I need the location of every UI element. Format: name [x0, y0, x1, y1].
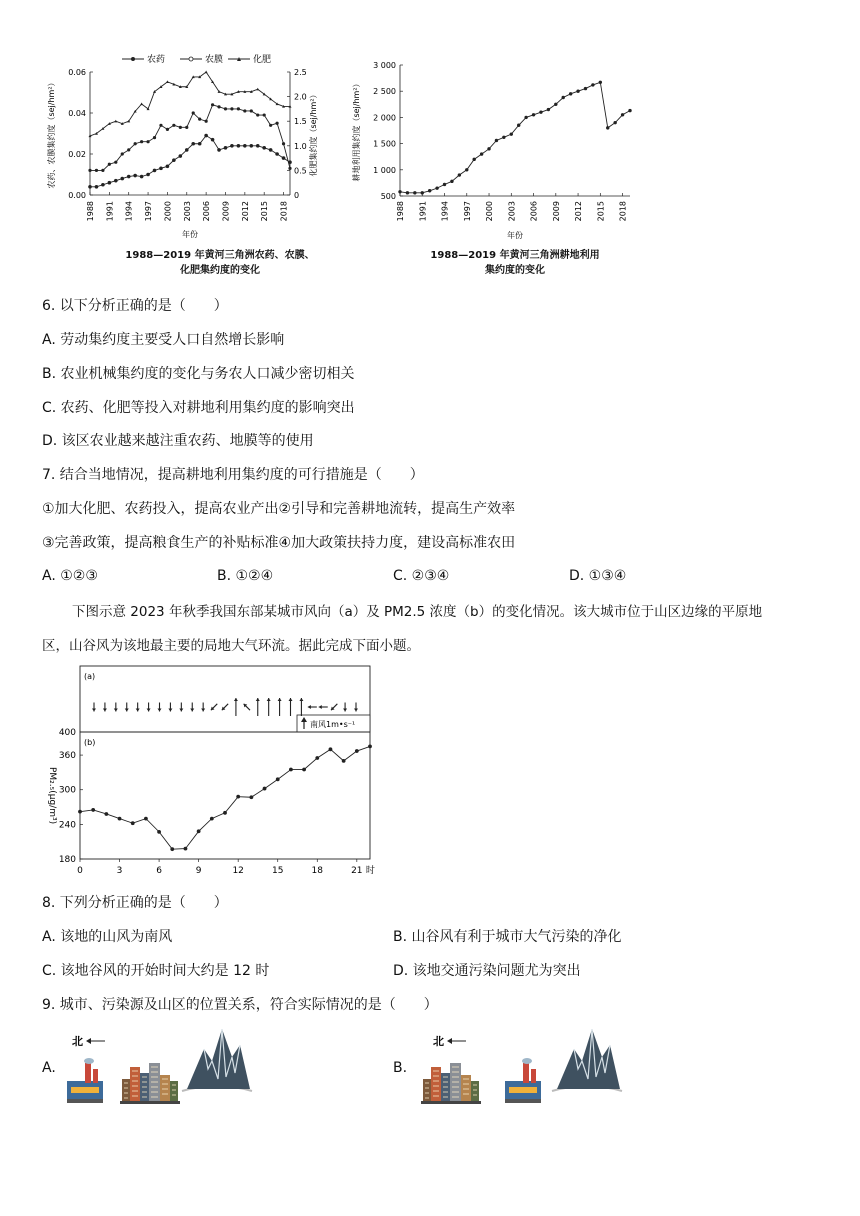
q7-option-c: C. ②③④: [393, 568, 450, 584]
y-right-tick-label: 0: [294, 191, 300, 200]
pm25-point: [329, 747, 333, 751]
series-line-农药: [90, 136, 290, 187]
data-point-农膜: [134, 142, 137, 145]
q7-option-a: A. ①②③: [42, 568, 98, 584]
y-right-tick-label: 1.5: [294, 117, 307, 127]
data-point: [510, 132, 513, 135]
x-tick-label: 2015: [260, 201, 270, 222]
q7-option-b: B. ①②④: [217, 568, 274, 584]
y-right-tick-label: 1.0: [294, 141, 307, 151]
pm25-point: [78, 810, 82, 814]
wind-arrowhead: [125, 709, 129, 712]
figure2-caption: [385, 248, 645, 278]
panel-a-label: (a): [84, 672, 96, 681]
data-point-农膜: [198, 118, 201, 121]
data-point: [569, 92, 572, 95]
data-point: [495, 139, 498, 142]
pm25-point: [91, 808, 95, 812]
wind-arrowhead: [103, 709, 107, 712]
x-tick-label: 21: [351, 866, 363, 876]
pm25-point: [276, 777, 280, 781]
data-point: [599, 81, 602, 84]
data-point-农膜: [205, 120, 208, 123]
data-point: [398, 190, 401, 193]
data-point: [443, 183, 446, 186]
data-point: [428, 189, 431, 192]
data-point-农药: [114, 179, 118, 183]
wind-arrowhead: [114, 709, 118, 712]
y-axis-label: 耕地利用集约度（sej/hm²）: [352, 79, 361, 182]
data-point: [480, 152, 483, 155]
x-tick-label: 2000: [163, 201, 173, 222]
data-point-农膜: [88, 169, 91, 172]
passage-line2: 区，山谷风为该地最主要的局地大气环流。据此完成下面小题。: [42, 638, 420, 654]
data-point: [502, 136, 505, 139]
figure1-caption-line1: 1988—2019 年黄河三角洲农药、农膜、: [125, 250, 315, 261]
pm25-point: [236, 795, 240, 799]
data-point-农膜: [166, 128, 169, 131]
data-point-农药: [230, 144, 234, 148]
wind-arrowhead: [158, 709, 162, 712]
x-tick-label: 2006: [202, 201, 212, 222]
data-point: [539, 110, 542, 113]
data-point: [487, 147, 490, 150]
passage-line1: 下图示意 2023 年秋季我国东部某城市风向（a）及 PM2.5 浓度（b）的变化情况。该大城市位于山区边缘的平原地: [72, 604, 763, 620]
y-left-tick-label: 0.02: [68, 150, 86, 159]
data-point-农膜: [263, 113, 266, 116]
pm25-point: [289, 768, 293, 772]
pm25-line: [80, 746, 370, 849]
north-arrowhead: [86, 1038, 91, 1044]
data-point-农药: [269, 148, 273, 152]
q9-stem: 9. 城市、污染源及山区的位置关系，符合实际情况的是（ ）: [42, 997, 438, 1013]
data-point: [591, 83, 594, 86]
data-point-农膜: [140, 140, 143, 143]
x-tick-label: 2018: [618, 201, 628, 222]
figure2-caption-line2: 集约度的变化: [485, 265, 545, 276]
x-tick-label: 2003: [507, 201, 517, 222]
wind-arrowhead: [299, 698, 303, 701]
pm25-point: [184, 847, 188, 851]
figure1-caption: [70, 248, 370, 278]
y-tick-label: 300: [58, 785, 76, 796]
pm25-point: [315, 756, 319, 760]
y-right-tick-label: 2.0: [294, 92, 307, 102]
wind-arrowhead: [343, 709, 347, 712]
x-tick-label: 15: [272, 866, 284, 876]
wind-arrowhead: [179, 709, 183, 712]
wind-arrowhead: [308, 705, 311, 709]
legend-label: 化肥: [253, 55, 272, 65]
x-tick-label: 2006: [529, 201, 539, 222]
pm25-point: [210, 817, 214, 821]
city-icon: [421, 1063, 481, 1104]
x-tick-label: 2012: [574, 201, 584, 222]
data-point: [421, 191, 424, 194]
wind-arrowhead: [289, 698, 293, 701]
wind-arrowhead: [354, 709, 358, 712]
y-tick-label: 400: [58, 728, 76, 738]
q8-option-a: A. 该地的山风为南风: [42, 929, 173, 945]
data-point-农药: [101, 183, 105, 187]
data-point-农膜: [217, 105, 220, 108]
x-tick-label: 1988: [86, 201, 95, 222]
pm25-point: [368, 745, 372, 749]
wind-arrowhead: [319, 705, 322, 709]
data-point-农药: [191, 142, 195, 146]
y-left-tick-label: 0.04: [68, 109, 86, 118]
pm25-point: [197, 829, 201, 833]
data-point: [532, 113, 535, 116]
q9-option-a-label: A.: [42, 1060, 56, 1076]
y-right-axis-label: 化肥集约度（sej/hm²）: [309, 90, 318, 177]
wind-arrowhead: [256, 698, 260, 701]
data-point: [606, 126, 609, 129]
x-tick-label: 1997: [462, 201, 472, 222]
data-point-农药: [275, 152, 279, 156]
data-point-化肥: [114, 120, 117, 123]
mountain-icon: [552, 1029, 622, 1091]
data-point-农药: [204, 134, 208, 138]
wind-arrowhead: [234, 698, 238, 701]
data-point-农膜: [153, 136, 156, 139]
data-point: [406, 191, 409, 194]
data-point: [554, 103, 557, 106]
pm25-point: [157, 830, 161, 834]
data-point-农膜: [275, 122, 278, 125]
x-axis-label: 年份: [507, 231, 523, 240]
data-point-农药: [95, 185, 99, 189]
q8-option-b: B. 山谷风有利于城市大气污染的净化: [393, 929, 622, 945]
factory-icon: [505, 1058, 541, 1103]
q6-stem: 6. 以下分析正确的是（ ）: [42, 298, 228, 314]
data-point-化肥: [205, 71, 208, 74]
city-icon: [120, 1063, 180, 1104]
pm25-point: [131, 821, 135, 825]
pm25-point: [249, 795, 253, 799]
y-left-axis-label: 农药、农膜集约度（sej/hm²）: [47, 78, 56, 189]
x-tick-label: 1997: [144, 201, 154, 222]
x-tick-label: 1991: [105, 201, 115, 222]
panel-b-frame: [80, 732, 370, 859]
pm25-point: [170, 847, 174, 851]
y-axis-label: PM₂.₅(μg/m³): [47, 766, 57, 825]
data-point-农膜: [230, 107, 233, 110]
wind-arrowhead: [190, 709, 194, 712]
pm25-point: [118, 817, 122, 821]
data-point: [628, 109, 631, 112]
option-a-picture: [62, 1025, 262, 1110]
y-left-tick-label: 0.06: [68, 68, 86, 77]
legend-label: 农膜: [205, 55, 224, 65]
y-right-tick-label: 2.5: [294, 68, 307, 77]
north-label: 北: [72, 1035, 83, 1048]
x-tick-label: 0: [77, 866, 83, 876]
data-point-农药: [140, 175, 144, 179]
legend-label: 农药: [147, 55, 166, 65]
data-point-农药: [185, 148, 189, 152]
data-point-农药: [249, 144, 253, 148]
data-point-农膜: [121, 152, 124, 155]
q6-option-a: A. 劳动集约度主要受人口自然增长影响: [42, 332, 285, 348]
y-tick-label: 2 000: [373, 113, 396, 123]
wind-arrowhead: [278, 698, 282, 701]
data-point-农膜: [243, 109, 246, 112]
data-point-农膜: [95, 169, 98, 172]
x-tick-label: 18: [311, 866, 323, 876]
data-point-农药: [127, 175, 131, 179]
pm25-point: [223, 811, 227, 815]
y-tick-label: 3 000: [373, 61, 396, 70]
series-line: [400, 82, 630, 193]
y-tick-label: 1 000: [373, 165, 396, 175]
x-unit-label: 时: [365, 866, 375, 876]
data-point-农膜: [237, 107, 240, 110]
x-tick-label: 2015: [596, 201, 606, 222]
x-tick-label: 6: [156, 866, 162, 876]
data-point-农药: [146, 173, 150, 177]
wind-legend-label: 南风1m•s⁻¹: [310, 720, 356, 729]
data-point-农药: [237, 144, 241, 148]
x-tick-label: 1994: [124, 201, 134, 222]
x-tick-label: 1994: [440, 201, 450, 222]
y-tick-label: 2 500: [373, 87, 396, 97]
data-point-农膜: [185, 126, 188, 129]
data-point-农药: [172, 158, 176, 162]
data-point-农膜: [146, 140, 149, 143]
data-point-农膜: [114, 161, 117, 164]
data-point: [465, 168, 468, 171]
data-point-农膜: [127, 148, 130, 151]
pm25-point: [302, 768, 306, 772]
y-tick-label: 180: [58, 855, 76, 865]
pm25-point: [104, 812, 108, 816]
data-point-化肥: [166, 80, 169, 83]
data-point: [458, 173, 461, 176]
y-tick-label: 240: [58, 820, 76, 831]
q7-line2: ③完善政策，提高粮食生产的补贴标准④加大政策扶持力度，建设高标准农田: [42, 535, 516, 551]
data-point-化肥: [256, 88, 259, 91]
data-point-农药: [224, 146, 228, 150]
q6-option-d: D. 该区农业越来越注重农药、地膜等的使用: [42, 433, 314, 449]
x-tick-label: 9: [195, 866, 202, 876]
data-point-农膜: [192, 111, 195, 114]
data-point: [547, 108, 550, 111]
wind-arrowhead: [267, 698, 271, 701]
data-point: [517, 124, 520, 127]
x-tick-label: 1991: [418, 201, 428, 222]
data-point-农膜: [256, 113, 259, 116]
data-point: [576, 90, 579, 93]
data-point-农膜: [108, 163, 111, 166]
q9-option-b-label: B.: [393, 1060, 408, 1076]
data-point-农膜: [288, 167, 291, 170]
x-tick-label: 2018: [279, 201, 289, 222]
data-point-农药: [243, 144, 247, 148]
wind-arrowhead: [136, 709, 140, 712]
y-tick-label: 1 500: [373, 139, 396, 149]
data-point: [413, 191, 416, 194]
data-point: [584, 87, 587, 90]
y-tick-label: 360: [58, 751, 76, 762]
q8-option-c: C. 该地谷风的开始时间大约是 12 时: [42, 963, 270, 979]
data-point-农药: [217, 148, 221, 152]
y-left-tick-label: 0.00: [68, 191, 86, 200]
data-point: [562, 96, 565, 99]
data-point-农药: [211, 138, 215, 142]
x-tick-label: 2012: [240, 201, 250, 222]
data-point-农膜: [179, 126, 182, 129]
data-point-农药: [153, 169, 157, 173]
factory-icon: [67, 1058, 103, 1103]
q6-option-b: B. 农业机械集约度的变化与务农人口减少密切相关: [42, 366, 355, 382]
data-point-农药: [282, 156, 286, 160]
data-point-农药: [120, 177, 124, 181]
x-tick-label: 1988: [396, 201, 405, 222]
figure2-caption-line1: 1988—2019 年黄河三角洲耕地利用: [430, 250, 600, 261]
wind-arrowhead: [147, 709, 151, 712]
wind-arrowhead: [168, 709, 172, 712]
x-tick-label: 2009: [221, 201, 231, 222]
legend-marker: [189, 57, 193, 61]
figure-wind-pm25-chart: [40, 662, 400, 882]
legend-marker: [131, 57, 135, 61]
data-point-农膜: [282, 142, 285, 145]
x-axis-label: 年份: [182, 230, 198, 239]
data-point-农药: [166, 165, 170, 169]
data-point-化肥: [140, 102, 143, 105]
mountain-icon: [182, 1029, 252, 1091]
data-point-农膜: [269, 124, 272, 127]
data-point-农药: [262, 146, 266, 150]
data-point-农膜: [101, 169, 104, 172]
x-tick-label: 2003: [182, 201, 192, 222]
x-tick-label: 12: [232, 866, 244, 876]
data-point: [613, 121, 616, 124]
q8-option-d: D. 该地交通污染问题尤为突出: [393, 963, 581, 979]
y-tick-label: 500: [380, 192, 396, 201]
data-point: [524, 116, 527, 119]
pm25-point: [263, 787, 267, 791]
north-arrowhead: [447, 1038, 452, 1044]
x-tick-label: 2009: [551, 201, 561, 222]
data-point: [621, 113, 624, 116]
data-point-农膜: [250, 109, 253, 112]
series-line-农膜: [90, 105, 290, 171]
data-point-农药: [179, 154, 183, 158]
data-point-农药: [198, 142, 202, 146]
q8-stem: 8. 下列分析正确的是（ ）: [42, 895, 228, 911]
wind-arrowhead: [92, 709, 96, 712]
x-tick-label: 3: [116, 866, 123, 876]
pm25-point: [144, 817, 148, 821]
pm25-point: [355, 749, 359, 753]
data-point-农药: [88, 185, 92, 189]
data-point-农药: [256, 144, 260, 148]
data-point: [472, 158, 475, 161]
q6-option-c: C. 农药、化肥等投入对耕地利用集约度的影响突出: [42, 400, 355, 416]
data-point-农药: [108, 181, 112, 185]
q7-line1: ①加大化肥、农药投入，提高农业产出②引导和完善耕地流转，提高生产效率: [42, 501, 516, 517]
north-label: 北: [433, 1035, 444, 1048]
y-right-tick-label: 0.5: [294, 166, 307, 176]
data-point: [435, 186, 438, 189]
series-line-化肥: [90, 72, 290, 136]
q7-stem: 7. 结合当地情况，提高耕地利用集约度的可行措施是（ ）: [42, 467, 424, 483]
data-point-农膜: [224, 107, 227, 110]
data-point-农膜: [211, 103, 214, 106]
x-tick-label: 2000: [485, 201, 495, 222]
data-point: [450, 180, 453, 183]
wind-arrowhead: [201, 709, 205, 712]
figure1-caption-line2: 化肥集约度的变化: [180, 265, 260, 276]
data-point-农药: [133, 174, 137, 178]
panel-b-label: (b): [84, 738, 96, 747]
pm25-point: [342, 759, 346, 763]
data-point-农膜: [159, 124, 162, 127]
option-b-picture: [405, 1025, 625, 1110]
data-point-农药: [159, 167, 163, 171]
data-point-农膜: [172, 124, 175, 127]
q7-option-d: D. ①③④: [569, 568, 627, 584]
